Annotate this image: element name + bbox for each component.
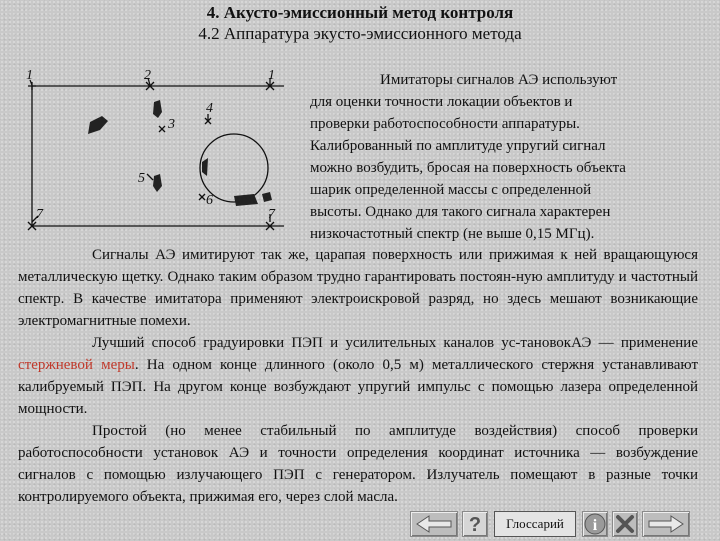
side-line: шарик определенной массы с определенной bbox=[310, 182, 592, 198]
forward-button[interactable] bbox=[642, 511, 690, 537]
fig-label-5: 5 bbox=[138, 171, 145, 186]
side-line: Калиброванный по амплитуде упругий сигнал bbox=[310, 138, 606, 154]
close-button[interactable] bbox=[612, 511, 638, 537]
help-button[interactable] bbox=[462, 511, 488, 537]
side-line: проверки работоспособности аппаратуры. bbox=[310, 116, 580, 132]
rod-measure-link[interactable]: стержневой меры bbox=[18, 357, 135, 373]
side-line: для оценки точности локации объектов и bbox=[310, 94, 573, 110]
fig-label-7b: 7 bbox=[268, 207, 275, 222]
side-paragraph bbox=[310, 69, 698, 245]
slide-subtitle: 4.2 Аппаратура экусто-эмиссионного метода bbox=[198, 24, 522, 43]
fig-label-4: 4 bbox=[206, 101, 213, 116]
arrow-left-icon bbox=[411, 512, 457, 536]
ae-simulator-figure bbox=[22, 66, 294, 232]
question-icon bbox=[463, 512, 487, 536]
info-button[interactable] bbox=[582, 511, 608, 537]
info-icon bbox=[583, 512, 607, 536]
body-text bbox=[18, 244, 698, 508]
fig-label-1b: 1 bbox=[268, 68, 275, 83]
slide-title: 4. Акусто-эмиссионный метод контроля bbox=[206, 3, 514, 22]
fig-label-6: 6 bbox=[206, 193, 213, 208]
fig-label-2: 2 bbox=[144, 68, 151, 83]
fig-label-7a: 7 bbox=[36, 207, 43, 222]
side-line: низкочастотный спектр (не выше 0,15 МГц). bbox=[310, 226, 595, 242]
side-line: высоты. Однако для такого сигнала характерен bbox=[310, 204, 611, 220]
fig-label-1a: 1 bbox=[26, 68, 33, 83]
paragraph-1: Сигналы АЭ имитируют так же, царапая поверхность или прижимая к ней вращающуюся металлическую щетку. Однако таким образом трудно гарантировать постоян-ную амплитуду и частотный спектр. В качестве имитатора применяют электроискровой разряд, но здесь мешают возникающие электромагнитные помехи. bbox=[18, 247, 698, 329]
side-line: Имитаторы сигналов АЭ используют bbox=[380, 72, 618, 88]
close-icon bbox=[613, 512, 637, 536]
slide-header bbox=[0, 2, 720, 44]
arrow-right-icon bbox=[643, 512, 689, 536]
side-line: можно возбудить, бросая на поверхность объекта bbox=[310, 160, 626, 176]
fig-label-3: 3 bbox=[168, 117, 175, 132]
paragraph-3: Простой (но менее стабильный по амплитуде воздействия) способ проверки работоспособности установок АЭ и точности определения координат источника — возбуждение сигналов с помощью излучающего ПЭП с генератором. Излучатель помещают в разные точки контролируемого объекта, прижимая его, через слой масла. bbox=[18, 423, 698, 505]
back-button[interactable] bbox=[410, 511, 458, 537]
paragraph-2-start: Лучший способ градуировки ПЭП и усилительных каналов ус-тановокАЭ — применение bbox=[92, 335, 698, 351]
paragraph-2-end: . На одном конце длинного (около 0,5 м) металлического стержня устанавливают калибруемый ПЭП. На другом конце возбуждают упругий импульс с помощью лазера определенной мощности. bbox=[18, 357, 699, 417]
paragraph-2 bbox=[18, 332, 698, 420]
svg-text:?: ? bbox=[468, 514, 482, 536]
glossary-button[interactable]: Глоссарий bbox=[494, 511, 576, 537]
svg-text:i: i bbox=[592, 517, 598, 534]
